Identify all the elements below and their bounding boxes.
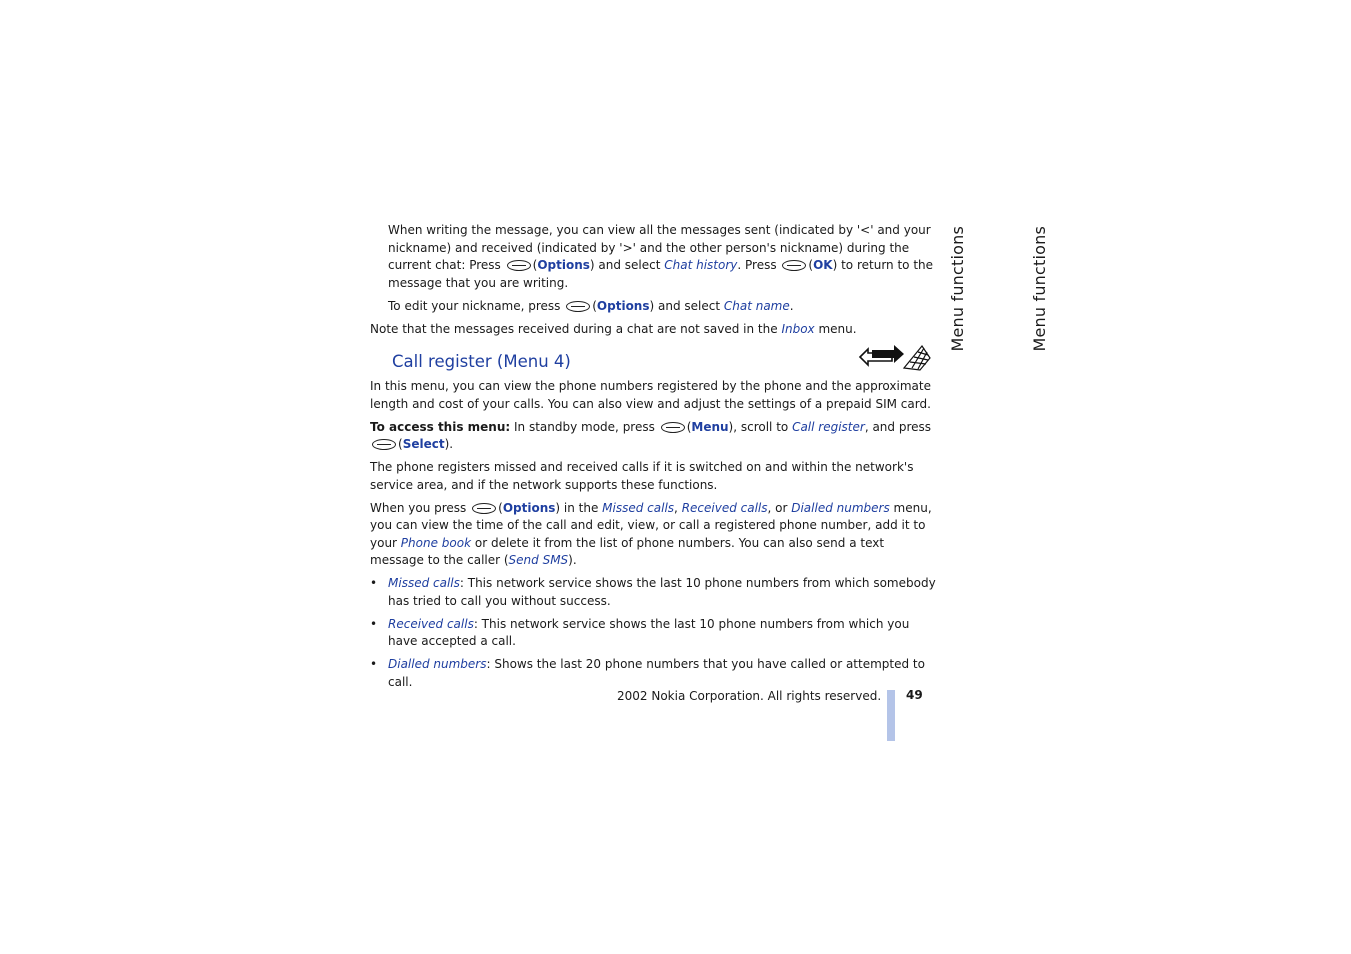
page-marker-bar (887, 690, 895, 741)
list-item: • Missed calls: This network service shows the last 10 phone numbers from which somebody has tried to call you without success. (370, 576, 936, 608)
selection-key-icon (472, 503, 496, 514)
selection-key-icon (782, 260, 806, 271)
section-title: Call register (Menu 4) (392, 352, 571, 371)
page-content (370, 222, 940, 697)
network-service-arrow-icon (858, 342, 932, 372)
intro-paragraph-3: Note that the messages received during a chat are not saved in the Inbox menu. (370, 321, 857, 336)
section-paragraph-1: In this menu, you can view the phone numbers registered by the phone and the approximate length and cost of your calls. You can also view and adjust the settings of a prepaid SIM card. (370, 379, 931, 411)
call-register-section (370, 352, 940, 691)
list-item: • Received calls: This network service shows the last 10 phone numbers from which you have accepted a call. (370, 616, 910, 648)
page-number: 49 (906, 688, 923, 702)
section-paragraph-3: The phone registers missed and received calls if it is switched on and within the network's service area, and if the network supports these functions. (370, 460, 914, 492)
selection-key-icon (661, 422, 685, 433)
sidebar-label-2: Menu functions (1030, 226, 1049, 352)
intro-paragraph-2: To edit your nickname, press (Options) and select Chat name. (388, 298, 794, 313)
selection-key-icon (372, 439, 396, 450)
selection-key-icon (507, 260, 531, 271)
selection-key-icon (566, 301, 590, 312)
call-list (370, 575, 940, 691)
list-item: • Dialled numbers: Shows the last 20 phone numbers that you have called or attempted to call. (370, 657, 925, 689)
intro-paragraph-1: When writing the message, you can view all the messages sent (indicated by '<' and your nickname) and received (indicated by '>' and the other person's nickname) during the current chat: Press (Options) and select Chat history. Press (OK) to return to the message that you are writing. (388, 223, 934, 290)
copyright-text: 2002 Nokia Corporation. All rights reserved. (617, 689, 882, 703)
access-paragraph: To access this menu: In standby mode, press (Menu), scroll to Call register, and press (Select). (370, 419, 932, 451)
sidebar-label-1: Menu functions (948, 226, 967, 352)
section-paragraph-4: When you press (Options) in the Missed calls, Received calls, or Dialled numbers menu, you can view the time of the call and edit, view, or call a registered phone number, add it to your Phone book or delete it from the list of phone numbers. You can also send a text message to the caller (Send SMS). (370, 500, 932, 567)
